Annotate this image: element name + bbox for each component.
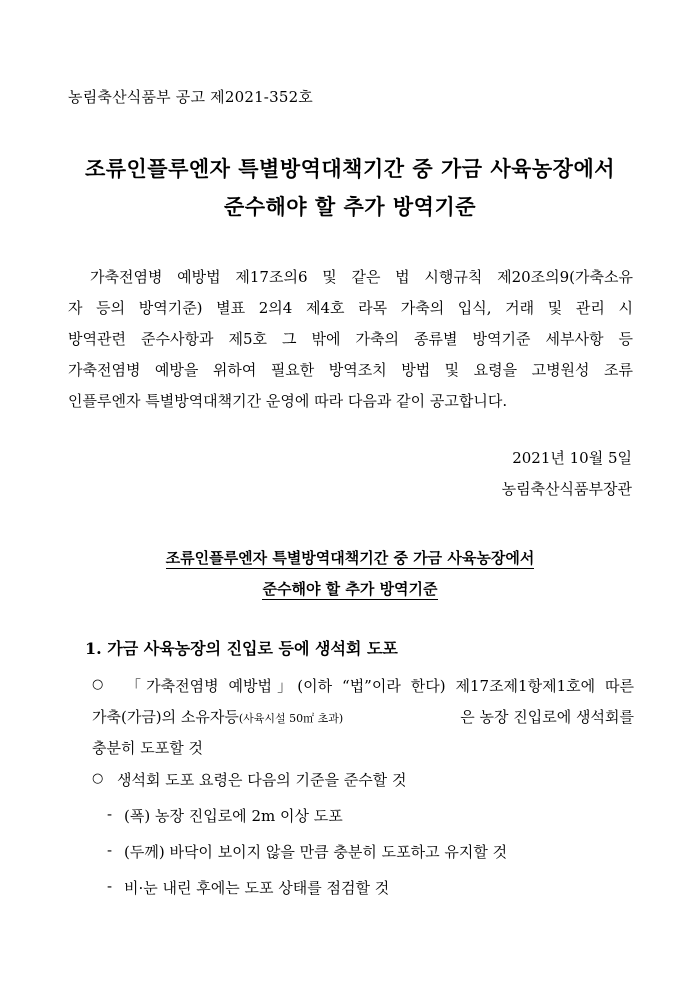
- bullet-1-owner-text: 가축(가금)의 소유자등: [92, 708, 239, 726]
- dash-marker: -: [107, 877, 113, 895]
- intro-line: 가축전염병 예방법 제17조의6 및 같은 법 시행규칙 제20조의9(가축소유: [90, 268, 633, 286]
- subtitle-line2: [40, 578, 660, 599]
- sub-item-inspection: 비·눈 내린 후에는 도포 상태를 점검할 것: [124, 879, 390, 897]
- bullet-1-line2-start: [92, 706, 343, 727]
- sub-item-thickness: (두께) 바닥이 보이지 않을 만큼 충분히 도포하고 유지할 것: [124, 843, 508, 861]
- bullet-1-line1: 「가축전염병 예방법」(이하 “법”이라 한다) 제17조제1항제1호에 따른: [126, 677, 634, 695]
- bullet-1-line3: 충분히 도포할 것: [92, 739, 203, 757]
- main-title-line1: 조류인플루엔자 특별방역대책기간 중 가금 사육농장에서: [84, 156, 616, 181]
- bullet-1-small-note: (사육시설 50㎡ 초과): [238, 712, 344, 725]
- sub-item-width: (폭) 농장 진입로에 2m 이상 도포: [124, 807, 343, 825]
- bullet-2-text: 생석회 도포 요령은 다음의 기준을 준수할 것: [117, 771, 407, 789]
- dash-marker: -: [107, 841, 113, 859]
- subtitle-line2-text: 준수해야 할 추가 방역기준: [262, 580, 438, 598]
- intro-line: 인플루엔자 특별방역대책기간 운영에 따라 다음과 같이 공고합니다.: [68, 392, 508, 410]
- bullet-circle-icon: ○: [92, 677, 104, 692]
- main-title-line2: 준수해야 할 추가 방역기준: [223, 194, 477, 219]
- subtitle-line1-text: 조류인플루엔자 특별방역대책기간 중 가금 사육농장에서: [165, 549, 535, 567]
- subtitle-line1: [40, 547, 660, 568]
- bullet-circle-icon: ○: [92, 771, 104, 786]
- signatory: 농림축산식품부장관: [501, 480, 632, 498]
- bullet-1-line2-end: 은 농장 진입로에 생석회를: [460, 708, 634, 726]
- bullet-1-line2: [92, 706, 634, 727]
- dash-marker: -: [107, 805, 113, 823]
- section-1-heading: 1. 가금 사육농장의 진입로 등에 생석회 도포: [85, 639, 398, 658]
- notice-date: 2021년 10월 5일: [512, 449, 632, 467]
- intro-line: 방역관련 준수사항과 제5호 그 밖에 가축의 종류별 방역기준 세부사항 등: [68, 330, 633, 348]
- notice-number: 농림축산식품부 공고 제2021-352호: [68, 88, 313, 106]
- intro-line: 자 등의 방역기준) 별표 2의4 제4호 라목 가축의 입식, 거래 및 관리 시: [68, 299, 633, 317]
- intro-line: 가축전염병 예방을 위하여 필요한 방역조치 방법 및 요령을 고병원성 조류: [68, 361, 633, 379]
